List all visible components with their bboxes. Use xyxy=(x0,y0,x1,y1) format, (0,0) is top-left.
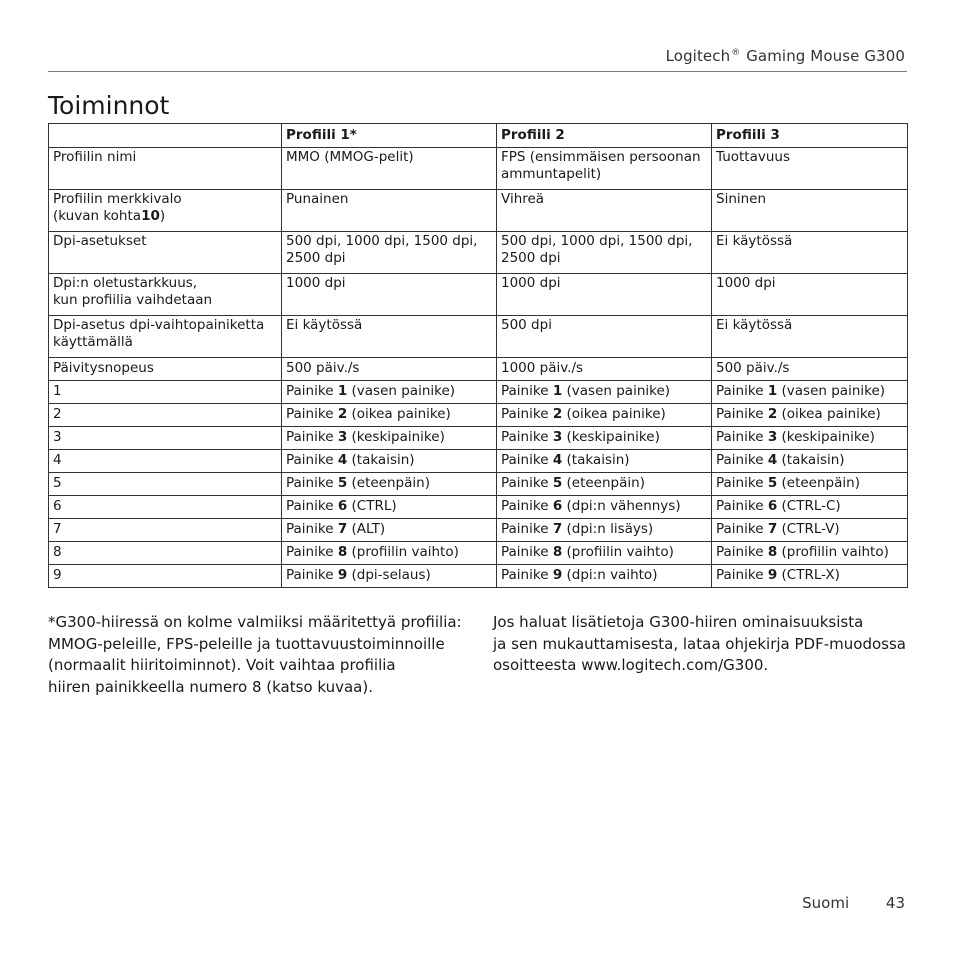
row-label-cell xyxy=(49,148,282,190)
button-word: Painike xyxy=(286,498,334,514)
profile-3-button-cell xyxy=(712,473,908,496)
cell-text-line: 1000 dpi xyxy=(716,275,776,291)
button-function: (keskipainike) xyxy=(566,429,660,445)
button-word: Painike xyxy=(716,521,764,537)
note-line: MMOG-peleille, FPS-peleille ja tuottavuustoiminnoille xyxy=(48,634,445,653)
profile-2-cell xyxy=(497,190,712,232)
header-cell-profile-3: Profiili 3 xyxy=(712,124,908,148)
button-function: (dpi:n lisäys) xyxy=(566,521,654,537)
button-number: 3 xyxy=(337,429,348,445)
table-row-button-2 xyxy=(49,404,908,427)
table-row-button-8 xyxy=(49,542,908,565)
profile-1-button-cell xyxy=(282,496,497,519)
page-number: 43 xyxy=(885,894,905,912)
profile-3-cell: 500 päiv./s xyxy=(712,358,908,381)
cell-text-line: ) xyxy=(159,208,166,224)
button-word: Painike xyxy=(716,429,764,445)
button-function: (profiilin vaihto) xyxy=(566,544,674,560)
button-word: Painike xyxy=(501,452,549,468)
profile-1-cell xyxy=(282,190,497,232)
button-word: Painike xyxy=(716,498,764,514)
button-word: Painike xyxy=(716,406,764,422)
header-cell-empty xyxy=(49,124,282,148)
button-number: 4 xyxy=(337,452,348,468)
table-row xyxy=(49,316,908,358)
button-number: 6 xyxy=(767,498,778,514)
running-header xyxy=(666,47,905,65)
profile-3-button-cell xyxy=(712,381,908,404)
profile-3-button-cell xyxy=(712,404,908,427)
button-function: (oikea painike) xyxy=(351,406,451,422)
button-number-cell: 2 xyxy=(49,404,282,427)
button-number: 5 xyxy=(552,475,563,491)
profile-1-button-cell xyxy=(282,381,497,404)
profile-3-button-cell xyxy=(712,496,908,519)
cell-text-line: Dpi:n oletustarkkuus, xyxy=(53,275,198,291)
button-number: 8 xyxy=(767,544,778,560)
profile-3-button-cell xyxy=(712,542,908,565)
button-function: (eteenpäin) xyxy=(351,475,430,491)
profile-2-button-cell xyxy=(497,450,712,473)
button-number-cell: 3 xyxy=(49,427,282,450)
cell-text-line: Dpi-asetus dpi-vaihtopainiketta xyxy=(53,317,265,333)
profile-1-cell xyxy=(282,232,497,274)
table-row-button-7 xyxy=(49,519,908,542)
profile-2-button-cell xyxy=(497,473,712,496)
note-line: osoitteesta www.logitech.com/G300. xyxy=(493,656,769,674)
cell-text-line: (kuvan kohta xyxy=(53,208,142,224)
button-function: (eteenpäin) xyxy=(781,475,860,491)
profile-1-button-cell xyxy=(282,473,497,496)
page-footer xyxy=(802,894,905,912)
button-number: 6 xyxy=(552,498,563,514)
button-function: (oikea painike) xyxy=(781,406,881,422)
profile-3-cell xyxy=(712,148,908,190)
row-label-cell: Päivitysnopeus xyxy=(49,358,282,381)
cell-text-line: 2500 dpi xyxy=(286,250,346,266)
table-row xyxy=(49,148,908,190)
profile-1-button-cell xyxy=(282,542,497,565)
table-row-button-5 xyxy=(49,473,908,496)
button-function: (dpi:n vähennys) xyxy=(566,498,681,514)
button-function: (keskipainike) xyxy=(351,429,445,445)
profile-3-button-cell xyxy=(712,519,908,542)
button-number: 3 xyxy=(767,429,778,445)
button-number-cell: 9 xyxy=(49,565,282,588)
button-word: Painike xyxy=(716,567,764,583)
button-word: Painike xyxy=(286,544,334,560)
cell-text-line: Dpi-asetukset xyxy=(53,233,147,249)
button-number: 1 xyxy=(552,383,563,399)
more-info-note xyxy=(493,612,923,677)
button-number: 8 xyxy=(337,544,348,560)
note-line: ja sen mukauttamisesta, lataa ohjekirja PDF-muodossa xyxy=(493,634,906,653)
button-word: Painike xyxy=(501,406,549,422)
button-function: (CTRL-C) xyxy=(781,498,841,514)
cell-text-line: 500 dpi, 1000 dpi, 1500 dpi, xyxy=(286,233,478,249)
profile-2-button-cell xyxy=(497,565,712,588)
profile-1-button-cell xyxy=(282,450,497,473)
cell-text-line: 500 dpi xyxy=(501,317,552,333)
cell-text-line: Profiilin merkkivalo xyxy=(53,191,182,207)
button-word: Painike xyxy=(501,429,549,445)
button-function: (eteenpäin) xyxy=(566,475,645,491)
profile-3-button-cell xyxy=(712,565,908,588)
button-number: 1 xyxy=(337,383,348,399)
footnote-profiles xyxy=(48,612,488,698)
profile-1-button-cell xyxy=(282,565,497,588)
table-row xyxy=(49,190,908,232)
button-word: Painike xyxy=(501,567,549,583)
button-word: Painike xyxy=(501,498,549,514)
row-label-cell xyxy=(49,316,282,358)
cell-text-line: käyttämällä xyxy=(53,334,133,350)
profile-3-cell xyxy=(712,316,908,358)
table-header-row xyxy=(49,124,908,148)
button-number-cell: 5 xyxy=(49,473,282,496)
button-function: (CTRL-X) xyxy=(781,567,840,583)
profile-2-button-cell xyxy=(497,519,712,542)
cell-text-line: Ei käytössä xyxy=(716,317,793,333)
button-number: 5 xyxy=(337,475,348,491)
profile-2-cell xyxy=(497,316,712,358)
button-function: (profiilin vaihto) xyxy=(351,544,459,560)
header-cell-profile-2: Profiili 2 xyxy=(497,124,712,148)
cell-text-line: MMO (MMOG-pelit) xyxy=(286,149,414,165)
button-function: (takaisin) xyxy=(781,452,845,468)
header-product: Gaming Mouse G300 xyxy=(746,47,905,65)
profile-2-cell xyxy=(497,232,712,274)
button-word: Painike xyxy=(716,383,764,399)
button-word: Painike xyxy=(716,544,764,560)
profile-1-button-cell xyxy=(282,427,497,450)
profile-2-button-cell xyxy=(497,427,712,450)
profile-2-button-cell xyxy=(497,381,712,404)
button-function: (vasen painike) xyxy=(566,383,671,399)
button-number: 5 xyxy=(767,475,778,491)
cell-text-line: 500 dpi, 1000 dpi, 1500 dpi, xyxy=(501,233,693,249)
button-function: (vasen painike) xyxy=(781,383,886,399)
button-function: (vasen painike) xyxy=(351,383,456,399)
page-title: Toiminnot xyxy=(48,91,170,120)
header-cell-profile-1: Profiili 1* xyxy=(282,124,497,148)
button-word: Painike xyxy=(501,521,549,537)
button-number: 9 xyxy=(767,567,778,583)
button-word: Painike xyxy=(286,383,334,399)
button-function: (ALT) xyxy=(351,521,386,537)
button-word: Painike xyxy=(286,521,334,537)
table-row-button-4 xyxy=(49,450,908,473)
header-brand: Logitech xyxy=(665,47,731,65)
button-function: (dpi:n vaihto) xyxy=(566,567,658,583)
profile-1-cell xyxy=(282,148,497,190)
button-number: 9 xyxy=(337,567,348,583)
note-line: hiiren painikkeella numero 8 (katso kuvaa). xyxy=(48,677,373,696)
button-number: 4 xyxy=(767,452,778,468)
profile-1-cell: 500 päiv./s xyxy=(282,358,497,381)
row-label-cell xyxy=(49,232,282,274)
cell-text-line: Tuottavuus xyxy=(716,149,791,165)
cell-text-line: Punainen xyxy=(286,191,349,207)
registered-mark: ® xyxy=(731,48,741,58)
cell-text-line: 1000 dpi xyxy=(501,275,561,291)
button-function: (profiilin vaihto) xyxy=(781,544,889,560)
table-body xyxy=(49,148,908,588)
cell-text-line: Sininen xyxy=(716,191,767,207)
cell-text-line: Ei käytössä xyxy=(286,317,363,333)
note-line: *G300-hiiressä on kolme valmiiksi määritettyä profiilia: xyxy=(48,613,462,631)
profile-1-cell xyxy=(282,274,497,316)
profile-3-cell xyxy=(712,274,908,316)
table-row-button-9 xyxy=(49,565,908,588)
button-function: (takaisin) xyxy=(566,452,630,468)
table-row-button-3 xyxy=(49,427,908,450)
cell-text-line: FPS (ensimmäisen persoonan xyxy=(501,149,701,165)
button-number: 2 xyxy=(767,406,778,422)
cell-text-line: kun profiilia vaihdetaan xyxy=(53,292,213,308)
profile-2-cell xyxy=(497,274,712,316)
profile-table xyxy=(48,123,908,588)
cell-text-line: 1000 dpi xyxy=(286,275,346,291)
note-line: (normaalit hiiritoiminnot). Voit vaihtaa profiilia xyxy=(48,656,396,674)
button-number-cell: 1 xyxy=(49,381,282,404)
button-word: Painike xyxy=(286,406,334,422)
button-number: 7 xyxy=(767,521,778,537)
profile-2-button-cell xyxy=(497,496,712,519)
profile-2-button-cell xyxy=(497,404,712,427)
row-label-cell xyxy=(49,190,282,232)
header-rule xyxy=(48,71,907,72)
table-row-button-1 xyxy=(49,381,908,404)
profile-3-cell xyxy=(712,190,908,232)
profile-3-button-cell xyxy=(712,427,908,450)
cell-text-line: ammuntapelit) xyxy=(501,166,602,182)
profile-1-cell xyxy=(282,316,497,358)
cell-text-line: 2500 dpi xyxy=(501,250,561,266)
button-number: 1 xyxy=(767,383,778,399)
cell-text-line: Vihreä xyxy=(501,191,545,207)
profile-2-button-cell xyxy=(497,542,712,565)
profile-3-cell xyxy=(712,232,908,274)
profile-2-cell xyxy=(497,148,712,190)
button-function: (takaisin) xyxy=(351,452,415,468)
cell-text-line: Ei käytössä xyxy=(716,233,793,249)
profile-1-button-cell xyxy=(282,404,497,427)
table-row-report-rate xyxy=(49,358,908,381)
button-number: 9 xyxy=(552,567,563,583)
button-number: 8 xyxy=(552,544,563,560)
button-number: 7 xyxy=(337,521,348,537)
button-function: (CTRL) xyxy=(351,498,397,514)
button-word: Painike xyxy=(501,544,549,560)
table-row xyxy=(49,232,908,274)
cell-text-line: Profiilin nimi xyxy=(53,149,137,165)
button-word: Painike xyxy=(286,475,334,491)
button-number-cell: 7 xyxy=(49,519,282,542)
button-number: 2 xyxy=(552,406,563,422)
button-word: Painike xyxy=(286,452,334,468)
table-row xyxy=(49,274,908,316)
note-line: Jos haluat lisätietoja G300-hiiren ominaisuuksista xyxy=(493,613,864,631)
button-number: 6 xyxy=(337,498,348,514)
profile-1-button-cell xyxy=(282,519,497,542)
button-number-cell: 8 xyxy=(49,542,282,565)
row-label-cell xyxy=(49,274,282,316)
button-number-cell: 6 xyxy=(49,496,282,519)
profile-3-button-cell xyxy=(712,450,908,473)
button-function: (CTRL-V) xyxy=(781,521,840,537)
button-function: (oikea painike) xyxy=(566,406,666,422)
button-number-cell: 4 xyxy=(49,450,282,473)
button-word: Painike xyxy=(286,429,334,445)
button-number: 3 xyxy=(552,429,563,445)
button-word: Painike xyxy=(716,475,764,491)
button-word: Painike xyxy=(501,475,549,491)
button-function: (dpi-selaus) xyxy=(351,567,431,583)
profile-2-cell: 1000 päiv./s xyxy=(497,358,712,381)
footer-language: Suomi xyxy=(802,894,850,912)
button-number: 4 xyxy=(552,452,563,468)
button-number: 2 xyxy=(337,406,348,422)
figure-reference-number: 10 xyxy=(141,208,160,224)
button-word: Painike xyxy=(286,567,334,583)
button-word: Painike xyxy=(716,452,764,468)
button-number: 7 xyxy=(552,521,563,537)
button-function: (keskipainike) xyxy=(781,429,875,445)
button-word: Painike xyxy=(501,383,549,399)
table-row-button-6 xyxy=(49,496,908,519)
